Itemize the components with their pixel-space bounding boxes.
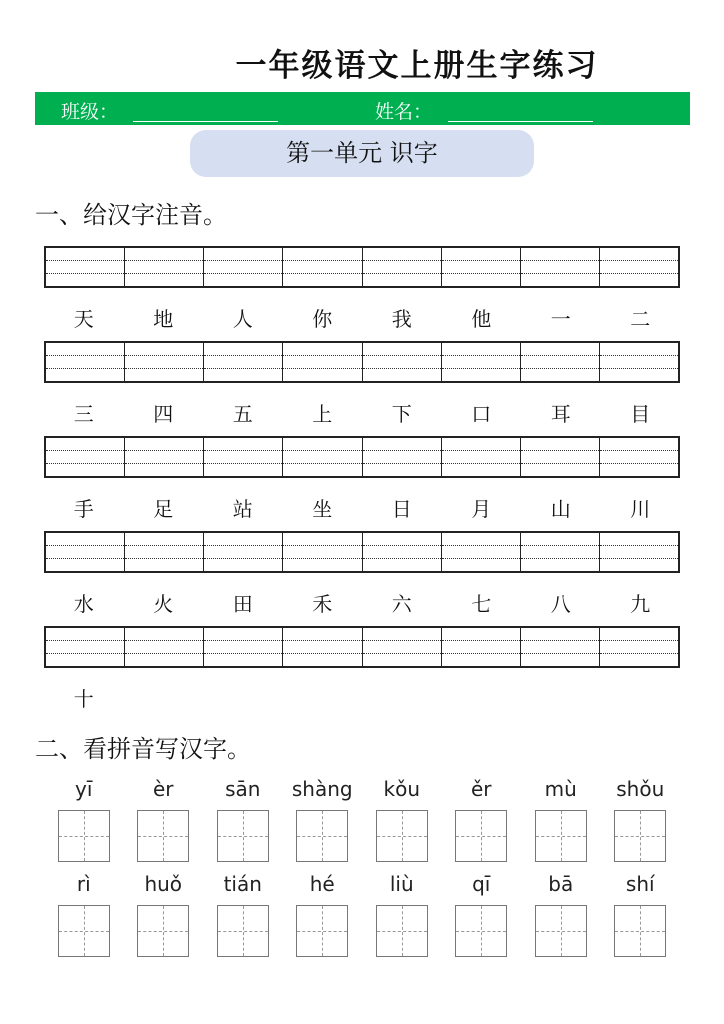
char: 上 [312,402,333,426]
pinyin: èr [152,777,174,801]
char: 四 [153,402,174,426]
tian-grid-box[interactable] [217,810,269,862]
tian-grid-box[interactable] [58,905,110,957]
student-info-bar [35,92,690,125]
pinyin: qī [472,872,491,896]
tian-grid-box[interactable] [376,905,428,957]
tian-grid-box[interactable] [455,810,507,862]
char: 月 [471,497,492,521]
pinyin: tián [223,872,262,896]
tian-box-row-1 [44,810,680,862]
pinyin: liù [389,872,414,896]
pinyin: kǒu [383,777,420,801]
char: 九 [630,592,651,616]
char: 站 [232,497,253,521]
char: 二 [630,307,651,331]
char-row-4 [44,588,680,617]
name-label: 姓名： [375,101,433,123]
char: 你 [312,307,333,331]
pinyin-row-1 [44,777,680,801]
char: 一 [550,307,571,331]
char: 我 [391,307,412,331]
unit-title: 第一单元 识字 [190,130,534,177]
pinyin-grid-4[interactable] [44,531,680,573]
pinyin: hé [309,872,335,896]
name-field[interactable] [448,121,593,122]
char: 七 [471,592,492,616]
pinyin-grid-3[interactable] [44,436,680,478]
char: 田 [232,592,253,616]
char: 手 [73,497,94,521]
tian-grid-box[interactable] [535,905,587,957]
char: 三 [73,402,94,426]
char: 他 [471,307,492,331]
char: 日 [391,497,412,521]
pinyin: mù [544,777,577,801]
char-row-3 [44,493,680,522]
pinyin: shàng [291,777,353,801]
tian-grid-box[interactable] [58,810,110,862]
char: 天 [73,307,94,331]
char: 十 [73,687,94,711]
section1-heading: 一、给汉字注音。 [35,201,227,229]
pinyin-grid-5[interactable] [44,626,680,668]
char-row-1 [44,303,680,332]
char: 五 [232,402,253,426]
pinyin: bā [548,872,574,896]
pinyin-grid-1[interactable] [44,246,680,288]
tian-grid-box[interactable] [296,810,348,862]
tian-grid-box[interactable] [137,905,189,957]
char: 禾 [312,592,333,616]
pinyin-row-2 [44,872,680,896]
pinyin: shí [625,872,655,896]
class-label: 班级： [61,101,119,123]
char: 山 [550,497,571,521]
char: 坐 [312,497,333,521]
char: 目 [630,402,651,426]
tian-box-row-2 [44,905,680,957]
char: 下 [391,402,412,426]
tian-grid-box[interactable] [376,810,428,862]
char-row-5 [44,683,680,712]
tian-grid-box[interactable] [535,810,587,862]
tian-grid-box[interactable] [455,905,507,957]
page-title: 一年级语文上册生字练习 [235,48,599,84]
pinyin-grid-2[interactable] [44,341,680,383]
pinyin: shǒu [616,777,665,801]
class-field[interactable] [133,121,278,122]
char: 六 [391,592,412,616]
char: 八 [550,592,571,616]
char: 耳 [550,402,571,426]
section2-heading: 二、看拼音写汉字。 [35,735,251,763]
tian-grid-box[interactable] [614,905,666,957]
char: 川 [630,497,651,521]
tian-grid-box[interactable] [137,810,189,862]
char: 人 [232,307,253,331]
char: 足 [153,497,174,521]
tian-grid-box[interactable] [614,810,666,862]
char: 地 [153,307,174,331]
char-row-2 [44,398,680,427]
pinyin: ěr [470,777,492,801]
pinyin: huǒ [144,872,183,896]
char: 水 [73,592,94,616]
char: 火 [153,592,174,616]
pinyin: rì [76,872,91,896]
pinyin: yī [75,777,93,801]
tian-grid-box[interactable] [217,905,269,957]
char: 口 [471,402,492,426]
pinyin: sān [225,777,261,801]
tian-grid-box[interactable] [296,905,348,957]
